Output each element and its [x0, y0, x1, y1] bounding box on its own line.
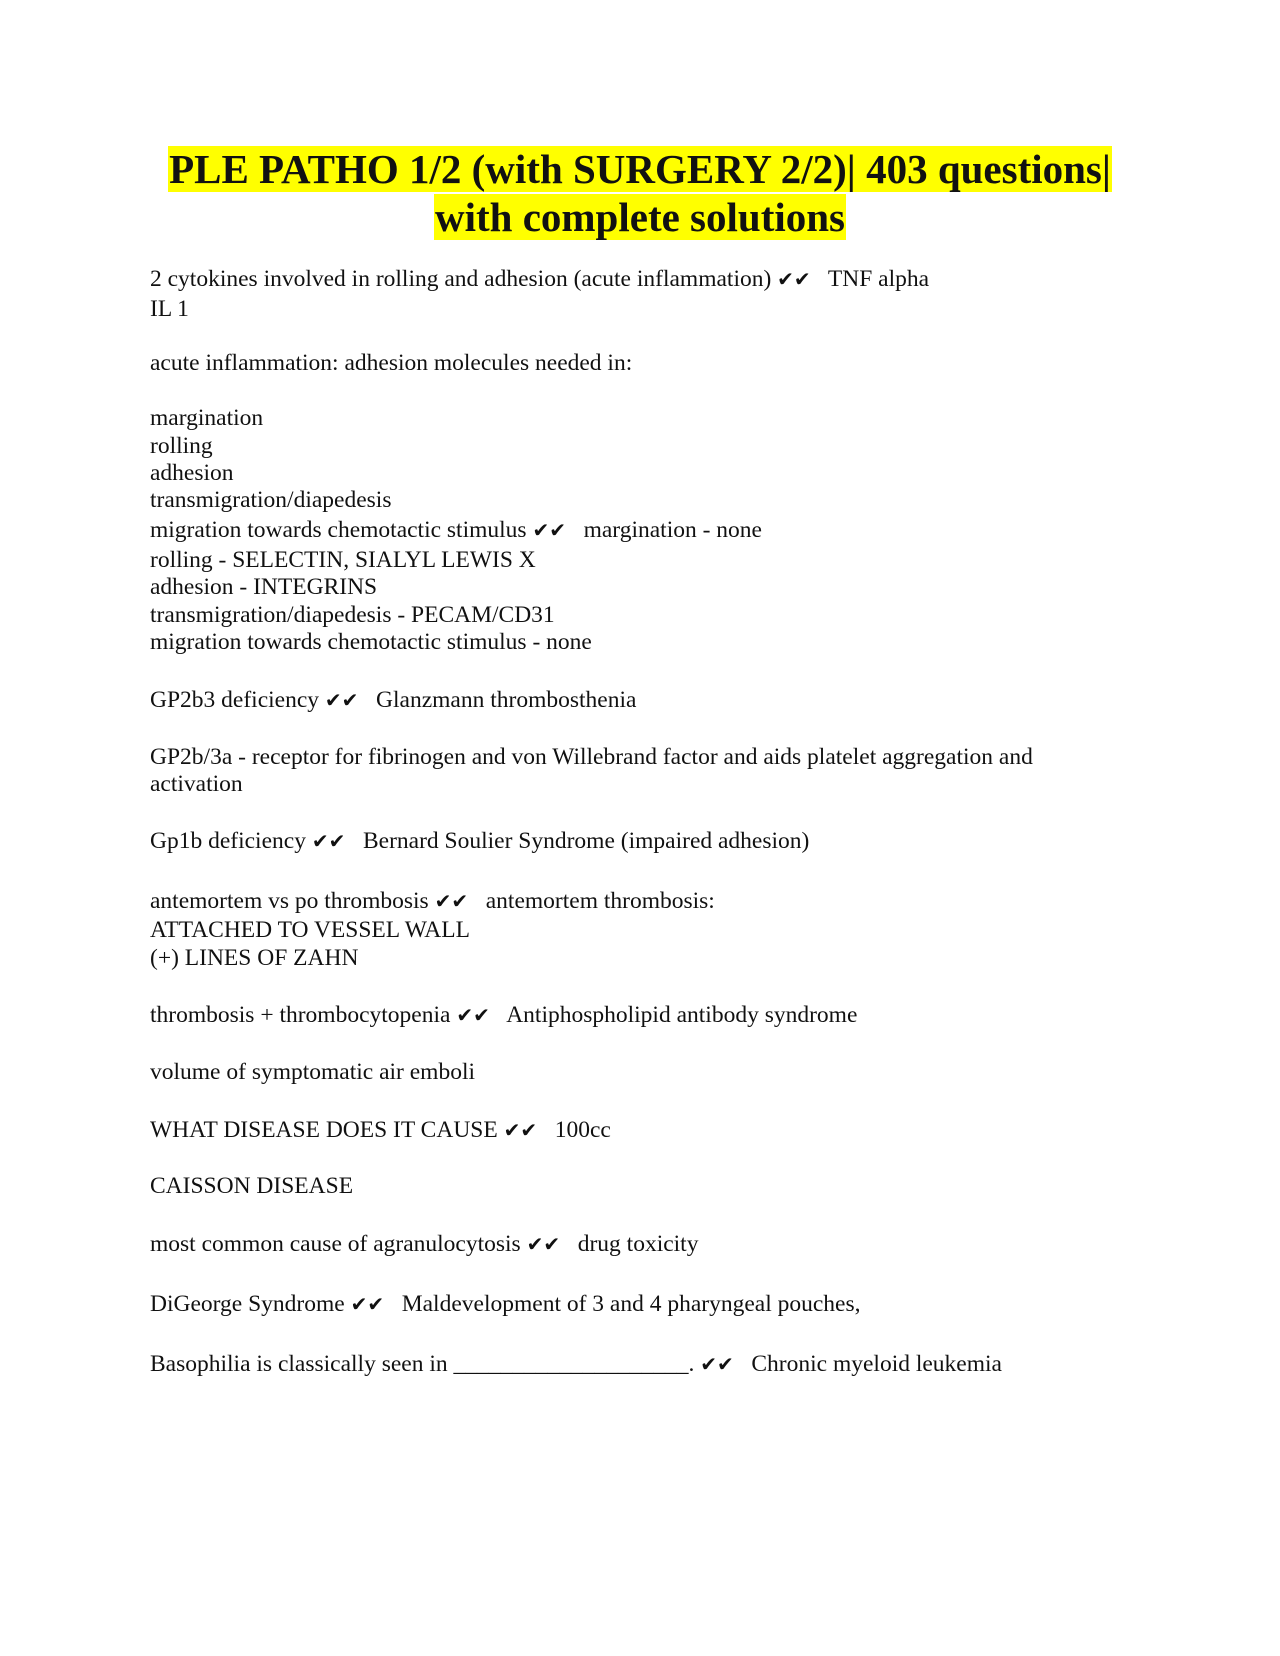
qa-line: WHAT DISEASE DOES IT CAUSE ✔✔ 100cc: [150, 1117, 611, 1143]
text-line: acute inflammation: adhesion molecules needed in:: [150, 350, 633, 376]
check-icon: ✔✔: [532, 518, 566, 542]
check-icon: ✔✔: [503, 1118, 538, 1142]
qa-line: DiGeorge Syndrome ✔✔ Maldevelopment of 3 and 4 pharyngeal pouches,: [150, 1291, 861, 1317]
qa-line: GP2b3 deficiency ✔✔ Glanzmann thrombosthenia: [150, 687, 637, 713]
qa-line: antemortem vs po thrombosis ✔✔ antemortem thrombosis:: [150, 888, 715, 914]
text-line: IL 1: [150, 296, 189, 322]
check-icon: ✔✔: [526, 1232, 561, 1256]
qa-line: thrombosis + thrombocytopenia ✔✔ Antiphospholipid antibody syndrome: [150, 1002, 858, 1028]
text-line: migration towards chemotactic stimulus - none: [150, 629, 592, 655]
qa-line: most common cause of agranulocytosis ✔✔ drug toxicity: [150, 1231, 699, 1257]
text-line: rolling: [150, 433, 213, 459]
text-line: margination: [150, 405, 264, 431]
check-icon: ✔✔: [434, 889, 469, 913]
text-line: ATTACHED TO VESSEL WALL: [150, 917, 470, 943]
document-title: [0, 145, 1280, 241]
check-icon: ✔✔: [350, 1292, 385, 1316]
text-line: rolling - SELECTIN, SIALYL LEWIS X: [150, 547, 536, 573]
check-icon: ✔✔: [777, 267, 811, 291]
title-line-1: PLE PATHO 1/2 (with SURGERY 2/2)| 403 questions|: [169, 146, 1111, 192]
qa-line: Gp1b deficiency ✔✔ Bernard Soulier Syndrome (impaired adhesion): [150, 828, 810, 854]
text-line: activation: [150, 771, 243, 797]
text-line: adhesion - INTEGRINS: [150, 574, 378, 600]
check-icon: ✔✔: [324, 688, 359, 712]
qa-line: migration towards chemotactic stimulus ✔✔ margination - none: [150, 517, 762, 543]
text-line: transmigration/diapedesis - PECAM/CD31: [150, 602, 555, 628]
text-line: volume of symptomatic air emboli: [150, 1059, 476, 1085]
text-line: GP2b/3a - receptor for fibrinogen and von Willebrand factor and aids platelet aggregation and: [150, 744, 1033, 770]
text-line: transmigration/diapedesis: [150, 487, 392, 513]
text-line: (+) LINES OF ZAHN: [150, 945, 359, 971]
qa-line: Basophilia is classically seen in ____________________. ✔✔ Chronic myeloid leukemia: [150, 1351, 1002, 1377]
qa-line: 2 cytokines involved in rolling and adhesion (acute inflammation) ✔✔ TNF alpha: [150, 266, 930, 292]
check-icon: ✔✔: [311, 829, 346, 853]
text-line: CAISSON DISEASE: [150, 1173, 354, 1199]
check-icon: ✔✔: [700, 1352, 734, 1376]
check-icon: ✔✔: [456, 1003, 490, 1027]
text-line: adhesion: [150, 460, 234, 486]
title-line-2: with complete solutions: [435, 194, 845, 240]
